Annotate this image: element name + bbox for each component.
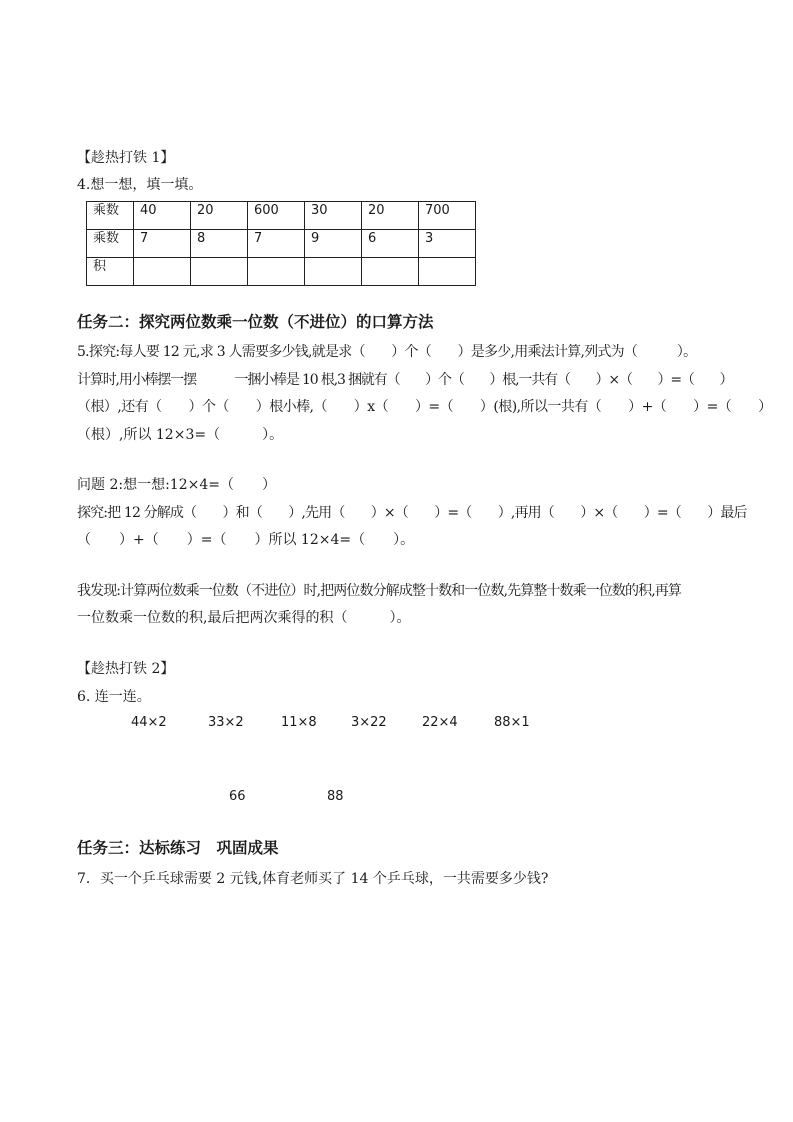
table-cell: 8 [191,230,248,258]
question-7: 7．买一个乒乓球需要 2 元钱,体育老师买了 14 个乒乓球，一共需要多少钱? [77,871,549,887]
question-2-line: 问题 2:想一想:12×4=（ ） [77,477,276,493]
table-cell: 9 [305,230,362,258]
table-cell: 6 [362,230,419,258]
table-cell: 20 [362,202,419,230]
question-5-line: （根）,所以 12×3=（ ）。 [77,427,284,443]
task3-heading: 任务三：达标练习 巩固成果 [77,839,279,857]
table-cell: 7 [248,230,305,258]
table-cell: 3 [419,230,476,258]
question-4: 4.想一想，填一填。 [77,177,203,193]
question-5-line: 5.探究:每人要 12 元,求 3 人需要多少钱,就是求（ ）个（ ）是多少,用乘法计算,列式为（ ）。 [77,344,697,360]
expression-item[interactable]: 22×4 [422,715,458,730]
answer-item[interactable]: 88 [327,789,344,804]
answer-cell[interactable] [134,258,191,286]
practice2-title: 【趁热打铁 2】 [77,661,175,677]
answer-cell[interactable] [419,258,476,286]
expression-item[interactable]: 33×2 [208,715,244,730]
answer-cell[interactable] [248,258,305,286]
table-cell: 700 [419,202,476,230]
question-2-line: 探究:把 12 分解成（ ）和（ ）,先用（ ）×（ ）=（ ）,再用（ ）×（ ）=（ ）最后 [77,505,747,521]
question-5-line: （根）,还有（ ）个（ ）根小棒,（ ）x（ ）=（ ）(根),所以一共有（ ）+（ ）=（ ） [77,399,772,415]
answer-cell[interactable] [191,258,248,286]
question-2-line: （ ）+（ ）=（ ）所以 12×4=（ ）。 [77,532,415,548]
table-row [87,258,476,286]
multiplication-table [86,201,476,286]
discovery-line: 我发现:计算两位数乘一位数（不进位）时,把两位数分解成整十数和一位数,先算整十数乘一位数的积,再算 [77,583,681,599]
expression-item[interactable]: 3×22 [351,715,387,730]
question-6: 6. 连一连。 [77,689,151,705]
expression-item[interactable]: 11×8 [281,715,317,730]
question-5-line: 计算时,用小棒摆一摆 一捆小棒是 10 根,3 捆就有（ ）个（ ）根,一共有（ ）×（ ）=（ ） [77,372,733,388]
row-label: 乘数 [87,230,134,258]
table-cell: 30 [305,202,362,230]
table-cell: 40 [134,202,191,230]
expression-item[interactable]: 44×2 [131,715,167,730]
practice1-title: 【趁热打铁 1】 [77,150,175,166]
table-cell: 20 [191,202,248,230]
table-cell: 600 [248,202,305,230]
discovery-line: 一位数乘一位数的积,最后把两次乘得的积（ ）。 [77,610,411,626]
table-row [87,230,476,258]
table-cell: 7 [134,230,191,258]
row-label: 乘数 [87,202,134,230]
row-label: 积 [87,258,134,286]
expression-item[interactable]: 88×1 [494,715,530,730]
answer-cell[interactable] [305,258,362,286]
task2-heading: 任务二：探究两位数乘一位数（不进位）的口算方法 [77,313,434,331]
answer-item[interactable]: 66 [229,789,246,804]
table-row [87,202,476,230]
answer-cell[interactable] [362,258,419,286]
